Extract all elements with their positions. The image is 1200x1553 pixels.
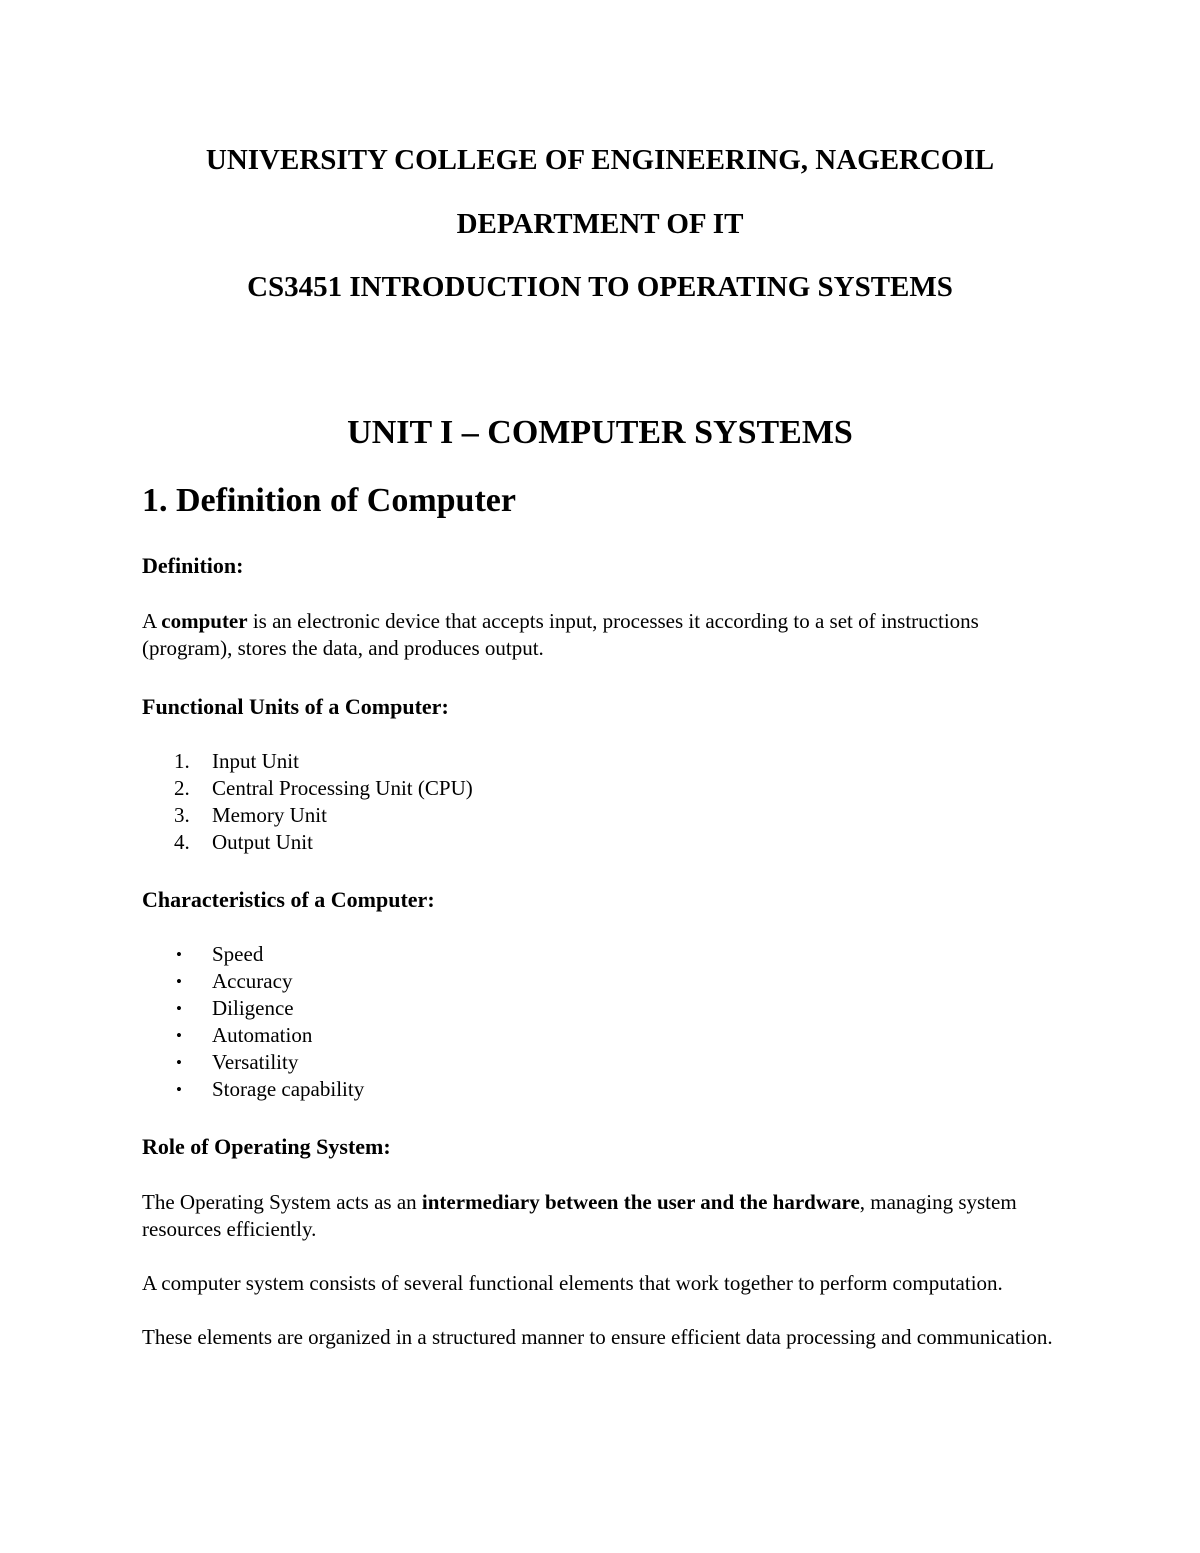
definition-heading: Definition:	[142, 553, 244, 578]
definition-paragraph	[142, 608, 1072, 662]
bullet-icon: •	[176, 1080, 182, 1099]
elements-paragraph-1: A computer system consists of several functional elements that work together to perform computation.	[142, 1271, 1003, 1295]
list-item	[142, 941, 364, 968]
list-item	[142, 1049, 364, 1076]
list-item	[142, 829, 473, 856]
bullet-icon: •	[176, 1026, 182, 1045]
bullet-icon: •	[176, 1053, 182, 1072]
characteristics-list	[142, 941, 364, 1103]
role-paragraph	[142, 1189, 1072, 1243]
list-item-label: Accuracy	[212, 969, 293, 993]
bullet-icon: •	[176, 972, 182, 991]
section-title: 1. Definition of Computer	[142, 482, 516, 519]
definition-prefix: A	[142, 609, 162, 633]
bullet-icon: •	[176, 999, 182, 1018]
list-item	[142, 968, 364, 995]
elements-paragraph-2: These elements are organized in a structured manner to ensure efficient data processing and communication.	[142, 1325, 1053, 1349]
list-item-label: Central Processing Unit (CPU)	[212, 776, 473, 800]
list-item-label: Diligence	[212, 996, 294, 1020]
list-item	[142, 775, 473, 802]
header-university: UNIVERSITY COLLEGE OF ENGINEERING, NAGERCOIL	[205, 144, 995, 176]
header-department: DEPARTMENT OF IT	[456, 208, 744, 240]
definition-suffix: is an electronic device that accepts input, processes it according to a set of instructions (program), stores the data, and produces output.	[142, 609, 979, 660]
role-suffix: , managing system resources efficiently.	[142, 1190, 1017, 1241]
unit-title: UNIT I – COMPUTER SYSTEMS	[347, 414, 853, 451]
list-number: 1.	[174, 749, 190, 773]
role-heading: Role of Operating System:	[142, 1134, 391, 1159]
list-item	[142, 802, 473, 829]
list-item-label: Output Unit	[212, 830, 313, 854]
functional-units-heading: Functional Units of a Computer:	[142, 694, 449, 719]
list-item-label: Memory Unit	[212, 803, 327, 827]
list-number: 2.	[174, 776, 190, 800]
list-number: 3.	[174, 803, 190, 827]
header-course: CS3451 INTRODUCTION TO OPERATING SYSTEMS	[247, 271, 953, 303]
characteristics-heading: Characteristics of a Computer:	[142, 887, 435, 912]
list-item-label: Speed	[212, 942, 264, 966]
list-item	[142, 995, 364, 1022]
list-item	[142, 1076, 364, 1103]
list-item-label: Automation	[212, 1023, 313, 1047]
list-item	[142, 748, 473, 775]
role-prefix: The Operating System acts as an	[142, 1190, 422, 1214]
functional-units-list	[142, 748, 473, 856]
list-item-label: Versatility	[212, 1050, 299, 1074]
list-item	[142, 1022, 364, 1049]
list-item-label: Storage capability	[212, 1077, 365, 1101]
definition-bold-term: computer	[161, 609, 248, 633]
bullet-icon: •	[176, 945, 182, 964]
list-number: 4.	[174, 830, 190, 854]
list-item-label: Input Unit	[212, 749, 299, 773]
role-bold-phrase: intermediary between the user and the hardware	[421, 1190, 860, 1214]
